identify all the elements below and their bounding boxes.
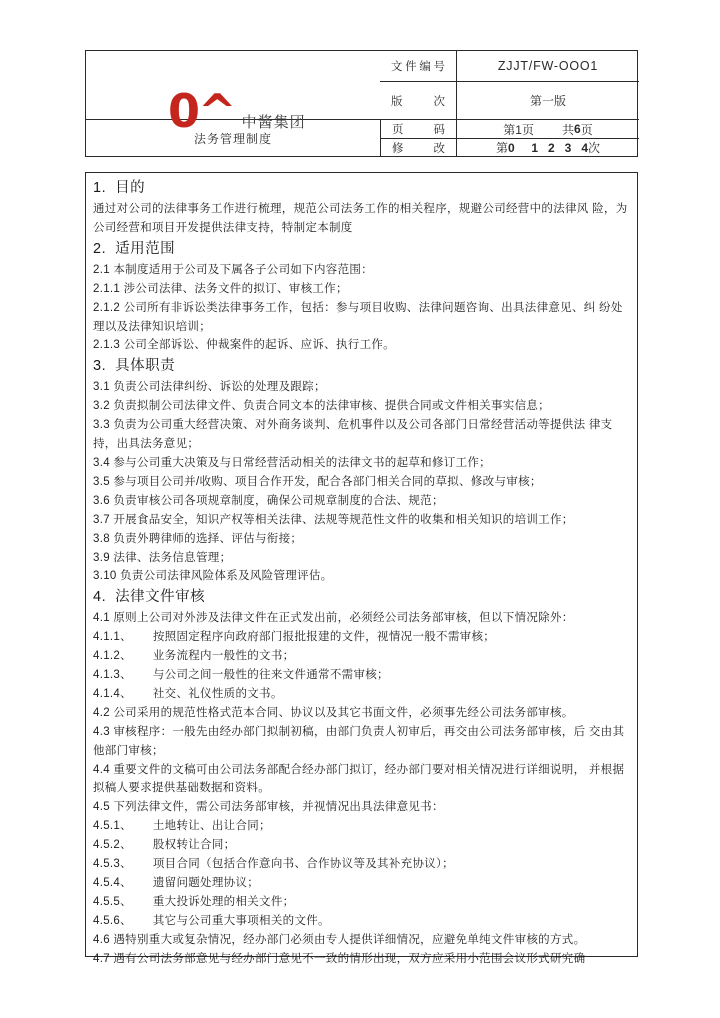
doc-paragraph: 4.1 原则上公司对外涉及法律文件在正式发出前，必须经公司法务部审核，但以下情况除外：	[93, 612, 574, 625]
doc-header-table	[85, 50, 638, 157]
version-value: 第一版	[456, 81, 639, 119]
doc-paragraph: 4.5.6、 其它与公司重大事项相关的文件。	[93, 914, 330, 927]
doc-no-value: ZJJT/FW-OOO1	[456, 51, 639, 81]
doc-paragraph: 2.1.2 公司所有非诉讼类法律事务工作，包括：参与项目收购、法律问题咨询、出具法律意见、纠 纷处理以及法律知识培训；	[93, 301, 623, 333]
revision-numbers: 0 1 2 3 4	[507, 140, 589, 155]
logo-cell	[86, 51, 380, 138]
doc-no-label: 文件编号	[391, 61, 445, 73]
company-name: 中酱集团	[241, 114, 306, 131]
page-total-post: 页	[580, 122, 593, 137]
revision-pre: 第	[495, 141, 508, 155]
doc-paragraph: 4.1.1、 按照固定程序向政府部门报批报建的文件，视情况一般不需审核；	[93, 631, 496, 644]
doc-paragraph: 2.1 本制度适用于公司及下属各子公司如下内容范围：	[93, 263, 373, 276]
page-label: 页码	[380, 119, 456, 138]
page-total-pre: 共	[561, 122, 574, 137]
doc-paragraph: 通过对公司的法律事务工作进行梳理，规范公司法务工作的相关程序，规避公司经营中的法律风 险，为公司经营和项目开发提供法律支持，特制定本制度	[93, 203, 628, 234]
company-logo	[168, 84, 306, 138]
doc-paragraph: 3.10 负责公司法律风险体系及风险管理评估。	[93, 570, 333, 583]
doc-paragraph: 4.3 审核程序：一般先由经办部门拟制初稿，由部门负责人初审后，再交由公司法务部审核，后 交由其他部门审核；	[93, 725, 625, 757]
doc-paragraph: 4.5.2、 股权转让合同；	[93, 839, 236, 852]
doc-paragraph: 4.1.4、 社交、礼仪性质的文书。	[93, 687, 283, 700]
doc-paragraph: 3.6 负责审核公司各项规章制度，确保公司规章制度的合法、规范；	[93, 494, 444, 507]
doc-paragraph: 3.9 法律、法务信息管理；	[93, 551, 232, 564]
doc-paragraph: 3.7 开展食品安全，知识产权等相关法律、法规等规范性文件的收集和相关知识的培训工作；	[93, 513, 574, 526]
doc-paragraph: 4.5.3、 项目合同（包括合作意向书、合作协议等及其补充协议）；	[93, 858, 454, 871]
doc-paragraph: 4.2 公司采用的规范性格式范本合同、协议以及其它书面文件，必须事先经公司法务部审核。	[93, 706, 574, 719]
revision-post: 次	[588, 141, 601, 155]
logo-mark-icon: 0^	[168, 84, 235, 138]
doc-paragraph: 4.5.4、 遗留问题处理协议；	[93, 877, 260, 889]
doc-paragraph: 3.2 负责拟制公司法律文件、负责合同文本的法律审核、提供合同或文件相关事实信息；	[93, 400, 550, 413]
doc-paragraph: 3.1 负责公司法律纠纷、诉讼的处理及跟踪；	[93, 381, 326, 394]
doc-paragraph: 4.5.5、 重大投诉处理的相关文件；	[93, 895, 295, 908]
doc-title: 法务管理制度	[86, 119, 380, 156]
doc-paragraph: 2.1.1 涉公司法律、法务文件的拟订、审核工作；	[93, 282, 348, 295]
doc-paragraph: 2.1.3 公司全部诉讼、仲裁案件的起诉、应诉、执行工作。	[93, 339, 395, 352]
doc-paragraph: 4.5 下列法律文件，需公司法务部审核，并视情况出具法律意见书：	[93, 801, 444, 814]
document-body	[85, 172, 638, 965]
page-total-num: 6	[574, 122, 581, 136]
doc-paragraph: 4.6 遇特别重大或复杂情况，经办部门必须由专人提供详细情况，应避免单纯文件审核的方式。	[93, 933, 586, 946]
page-value	[456, 119, 639, 138]
doc-paragraph: 4.7 遇有公司法务部意见与经办部门意见不一致的情形出现，双方应采用小范围会议形式研究确	[93, 952, 586, 965]
doc-paragraph: 4.1.3、 与公司之间一般性的往来文件通常不需审核；	[93, 669, 389, 682]
version-label: 版次	[380, 81, 456, 119]
doc-paragraph: 3.5 参与项目公司并/收购、项目合作开发，配合各部门相关合同的草拟、修改与审核；	[93, 475, 542, 488]
doc-paragraph: 4.1.2、 业务流程内一般性的文书；	[93, 650, 295, 663]
doc-paragraph: 3.4 参与公司重大决策及与日常经营活动相关的法律文书的起草和修订工作；	[93, 456, 491, 469]
section-heading: 4. 法律文件审核	[93, 589, 206, 606]
revision-value	[456, 138, 639, 156]
section-heading: 2. 适用范围	[93, 240, 176, 257]
page-current: 第1页	[503, 122, 534, 137]
section-heading: 1. 目的	[93, 180, 146, 196]
section-heading: 3. 具体职责	[93, 358, 176, 375]
doc-paragraph: 4.5.1、 土地转让、出让合同；	[93, 820, 271, 833]
revision-label: 修改	[380, 138, 456, 156]
doc-paragraph: 3.3 负责为公司重大经营决策、对外商务谈判、危机事件以及公司各部门日常经营活动等提供法 律支持，出具法务意见；	[93, 419, 613, 451]
doc-paragraph: 3.8 负责外聘律师的选择、评估与衔接；	[93, 532, 303, 545]
doc-paragraph: 4.4 重要文件的文稿可由公司法务部配合经办部门拟订，经办部门要对相关情况进行详细说明， 并根据拟稿人要求提供基础数据和资料。	[93, 763, 625, 795]
